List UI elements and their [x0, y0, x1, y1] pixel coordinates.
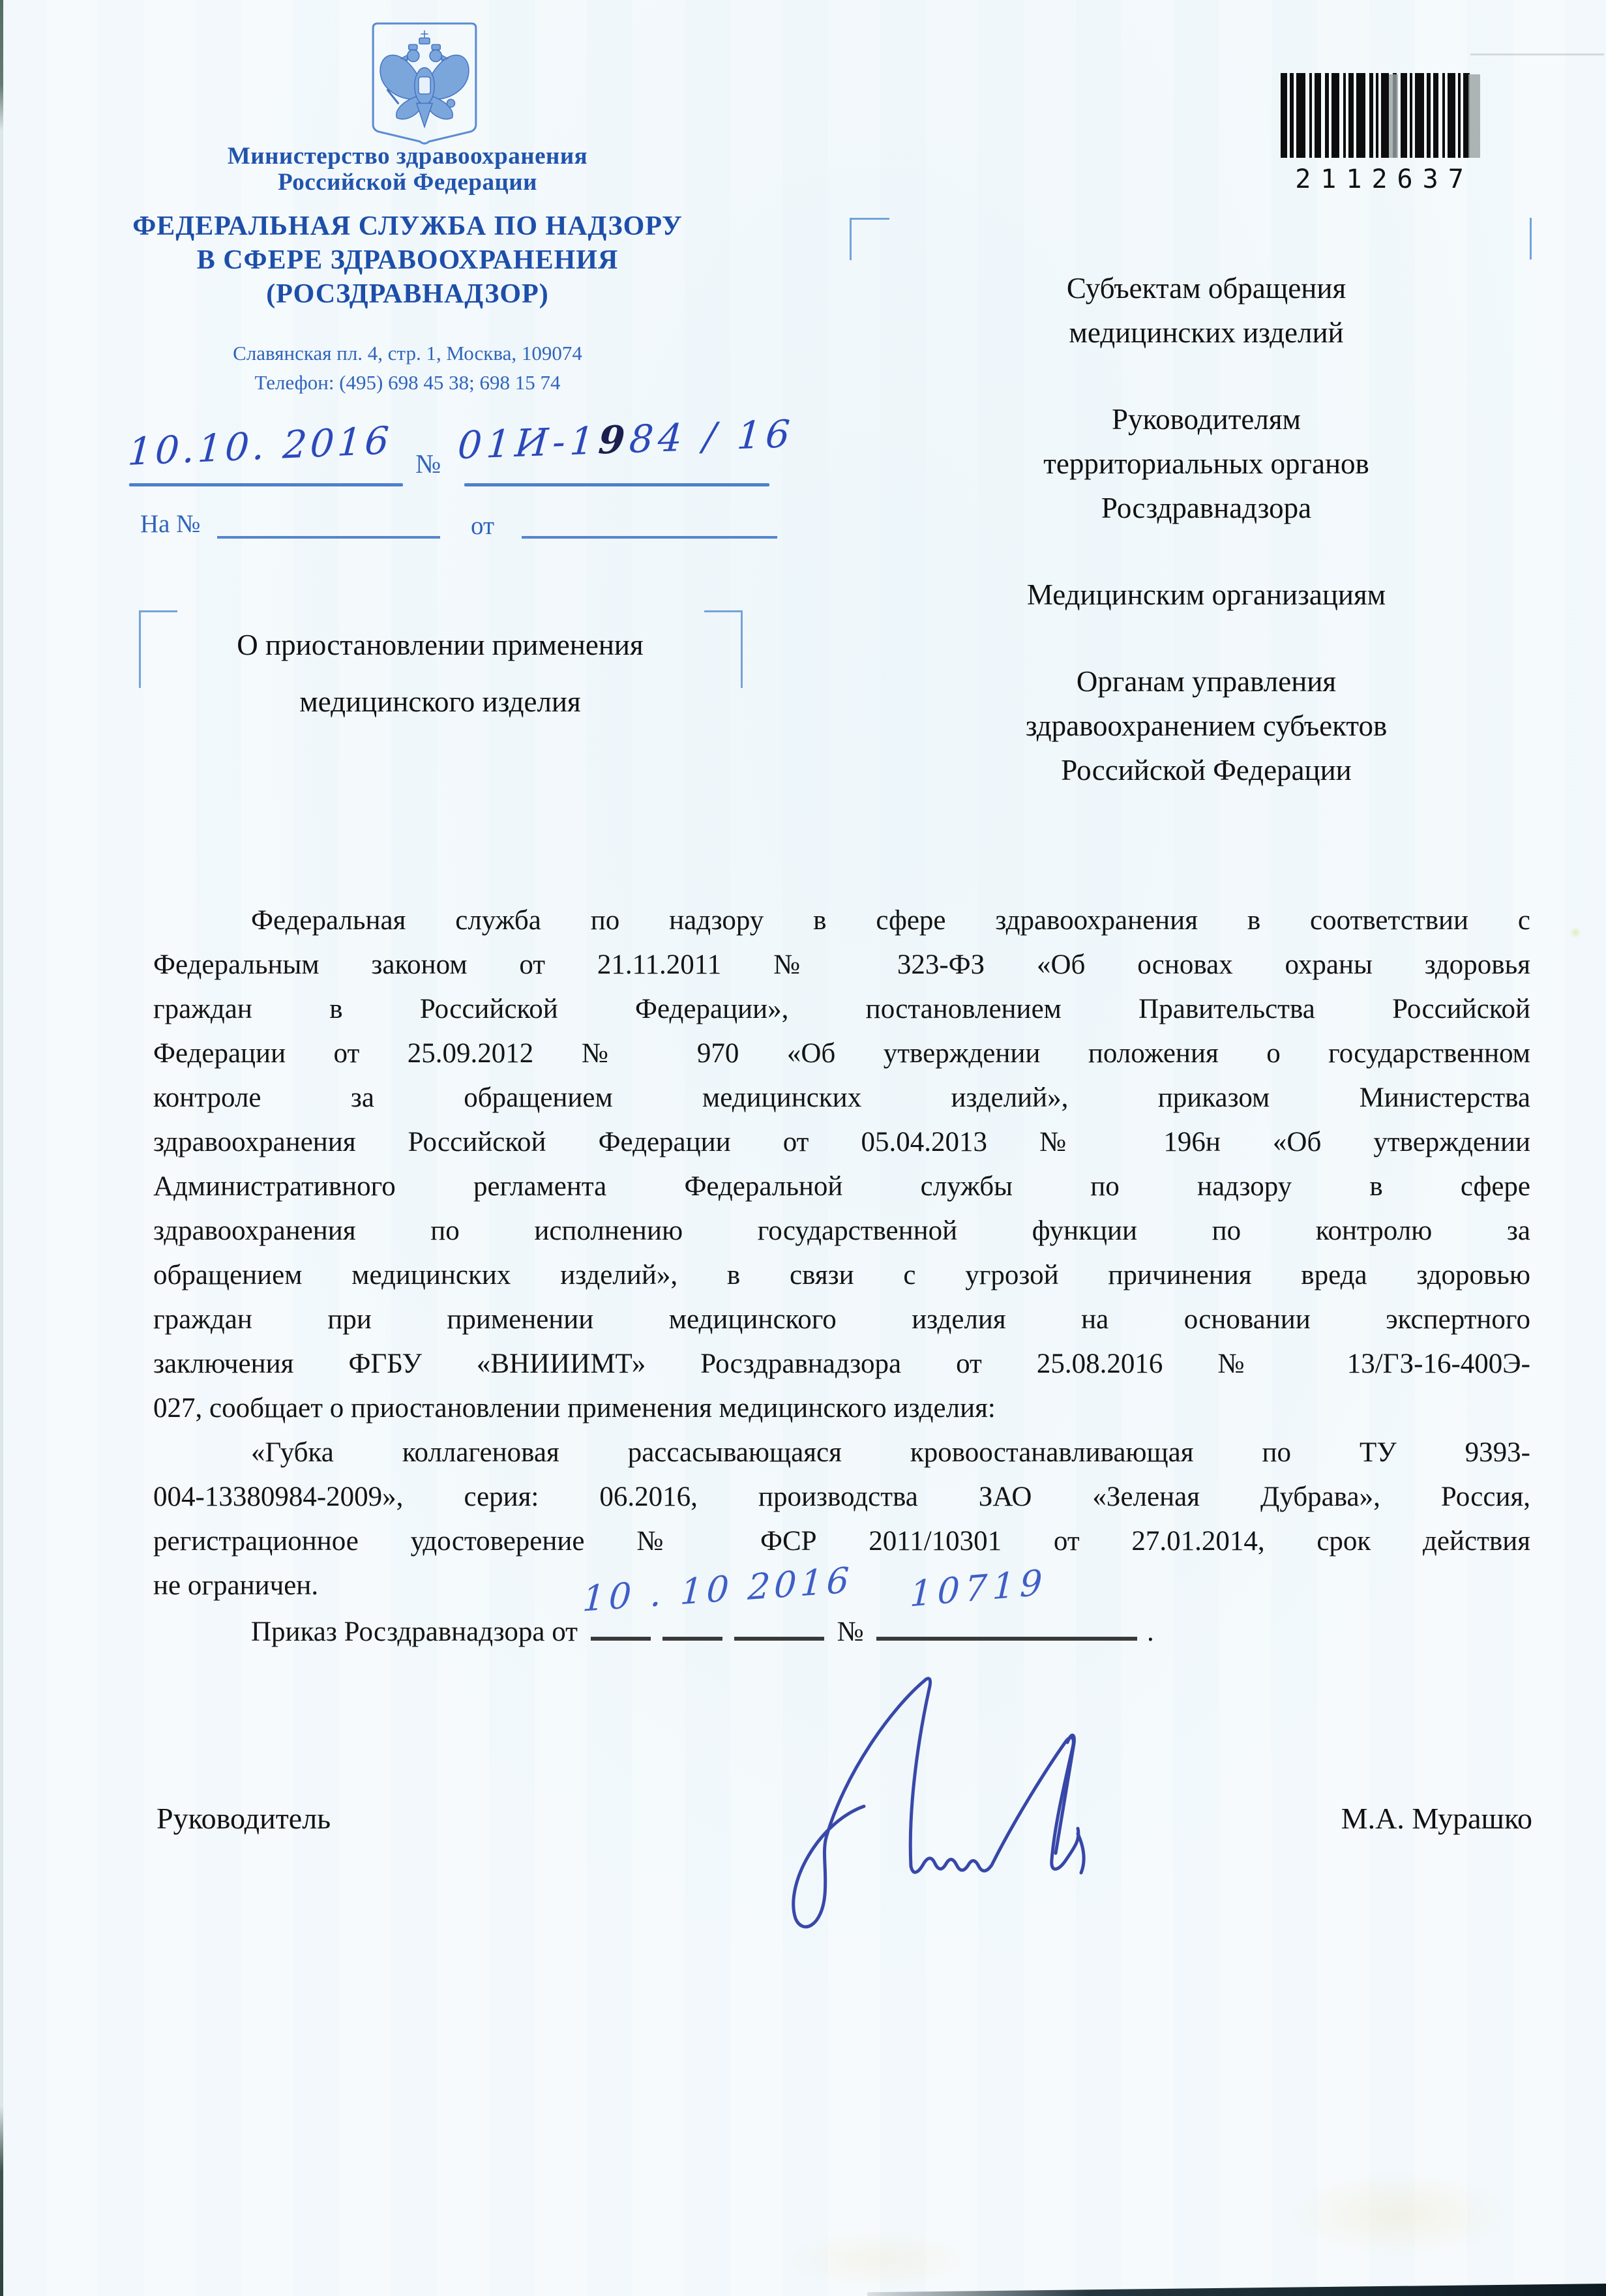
- barcode: [1279, 73, 1488, 194]
- service-line: В СФЕРЕ ЗДРАВООХРАНЕНИЯ: [196, 245, 619, 275]
- reply-number-underline: [217, 536, 440, 539]
- recipient-line: Российской Федерации: [1061, 754, 1352, 786]
- ministry-line: Российской Федерации: [278, 169, 537, 196]
- body-line: Административного регламента Федеральной службы по надзору в сфере: [153, 1171, 1530, 1202]
- recipient-line: медицинских изделий: [1069, 316, 1344, 349]
- recipient-corner-mark-left: [850, 218, 889, 260]
- body-line: граждан в Российской Федерации», постановлением Правительства Российской: [153, 994, 1530, 1024]
- date-underline: [129, 483, 403, 486]
- recipient-line: Медицинским организациям: [1026, 578, 1386, 611]
- recipients-block: [867, 266, 1545, 835]
- scan-edge-artifact-left: [0, 0, 3, 2296]
- barcode-icon: [1279, 73, 1485, 159]
- recipient-group: [867, 397, 1545, 530]
- recipient-line: Субъектам обращения: [1066, 272, 1346, 305]
- reply-date-underline: [522, 536, 777, 539]
- address-line: Славянская пл. 4, стр. 1, Москва, 109074: [233, 342, 582, 365]
- number-underline: [464, 483, 769, 486]
- ministry-line: Министерство здравоохранения: [227, 143, 588, 170]
- handwritten-date: 10.10. 2016: [126, 418, 394, 474]
- phone-line: Телефон: (495) 698 45 38; 698 15 74: [254, 371, 561, 394]
- body-line: Федеральная служба по надзору в сфере здравоохранения в соответствии с: [251, 905, 1530, 936]
- reply-to-label: На №: [140, 510, 201, 538]
- body-line: обращением медицинских изделий», в связи с угрозой причинения вреда здоровью: [153, 1260, 1530, 1290]
- service-line: ФЕДЕРАЛЬНАЯ СЛУЖБА ПО НАДЗОРУ: [132, 211, 683, 241]
- coat-of-arms-icon: [365, 20, 484, 147]
- body-line: граждан при применении медицинского изделия на основании экспертного: [153, 1304, 1530, 1335]
- handwritten-order-number: 10719: [909, 1561, 1048, 1615]
- signature-icon: [760, 1669, 1125, 1956]
- handwritten-order-date: 10 . 10 2016: [581, 1559, 854, 1620]
- body-line: Федерации от 25.09.2012 № 970 «Об утверждении положения о государственном: [153, 1038, 1530, 1069]
- body-line: регистрационное удостоверение № ФСР 2011/10301 от 27.01.2014, срок действия: [153, 1526, 1530, 1557]
- body-line: 027, сообщает о приостановлении применения медицинского изделия:: [153, 1393, 996, 1424]
- recipient-line: Органам управления: [1076, 665, 1337, 698]
- reply-from-label: от: [471, 512, 495, 540]
- recipient-corner-mark-right: [1530, 218, 1532, 260]
- handwritten-number-pre: 01И-1: [456, 418, 601, 468]
- scan-edge-artifact-bottom: [867, 2284, 1606, 2296]
- blank-underline: [734, 1608, 824, 1641]
- recipient-line: территориальных органов: [1043, 447, 1369, 480]
- paragraph-1: [153, 899, 1530, 1431]
- recipient-group: [867, 659, 1545, 792]
- barcode-digits: 2112637: [1295, 164, 1474, 194]
- subject-line: О приостановлении применения: [237, 629, 644, 661]
- body-line: не ограничен.: [153, 1570, 319, 1601]
- body-line: здравоохранения по исполнению государственной функции по контролю за: [153, 1215, 1530, 1246]
- number-sign: №: [415, 449, 441, 479]
- scan-artifact-line: [1470, 53, 1604, 55]
- order-period: .: [1147, 1617, 1154, 1647]
- order-number-sign: №: [837, 1617, 864, 1647]
- service-name: [73, 209, 742, 311]
- order-number-blank: [870, 1561, 1140, 1654]
- body-line: заключения ФГБУ «ВНИИИМТ» Росздравнадзора от 25.08.2016 № 13/ГЗ-16-400Э-: [153, 1349, 1530, 1379]
- scan-artifact-dot: [1570, 927, 1581, 938]
- recipient-line: Руководителям: [1112, 403, 1301, 436]
- scan-artifact-stain: [1291, 2171, 1506, 2256]
- ministry-name: [98, 143, 717, 196]
- handwritten-number: [456, 411, 796, 468]
- recipient-line: здравоохранением субъектов: [1025, 709, 1388, 742]
- body-line: «Губка коллагеновая рассасывающаяся кровоостанавливающая по ТУ 9393-: [251, 1437, 1530, 1468]
- handwritten-number-post: 84 / 16: [627, 411, 796, 462]
- body-line: Федеральным законом от 21.11.2011 № 323-ФЗ «Об основах охраны здоровья: [153, 949, 1530, 980]
- letter-body: [153, 899, 1530, 1654]
- recipient-line: Росздравнадзора: [1101, 492, 1312, 524]
- recipient-group: [867, 573, 1545, 617]
- scan-artifact-stain: [789, 2230, 972, 2289]
- order-prefix: Приказ Росздравнадзора от: [251, 1617, 578, 1647]
- recipient-group: [867, 266, 1545, 355]
- contacts-block: [73, 338, 742, 397]
- body-line: 004-13380984-2009», серия: 06.2016, производства ЗАО «Зеленая Дубрава», Россия,: [153, 1482, 1530, 1512]
- service-line: (РОСЗДРАВНАДЗОР): [266, 279, 549, 309]
- subject-line: медицинского изделия: [299, 685, 581, 718]
- body-line: контроле за обращением медицинских изделий», приказом Министерства: [153, 1082, 1530, 1113]
- signer-title: Руководитель: [156, 1802, 331, 1835]
- handwritten-number-overwritten-digit: 9: [597, 417, 631, 463]
- body-line: здравоохранения Российской Федерации от 05.04.2013 № 196н «Об утверждении: [153, 1127, 1530, 1157]
- signer-name: М.А. Мурашко: [1341, 1802, 1532, 1835]
- subject-block: [163, 617, 717, 730]
